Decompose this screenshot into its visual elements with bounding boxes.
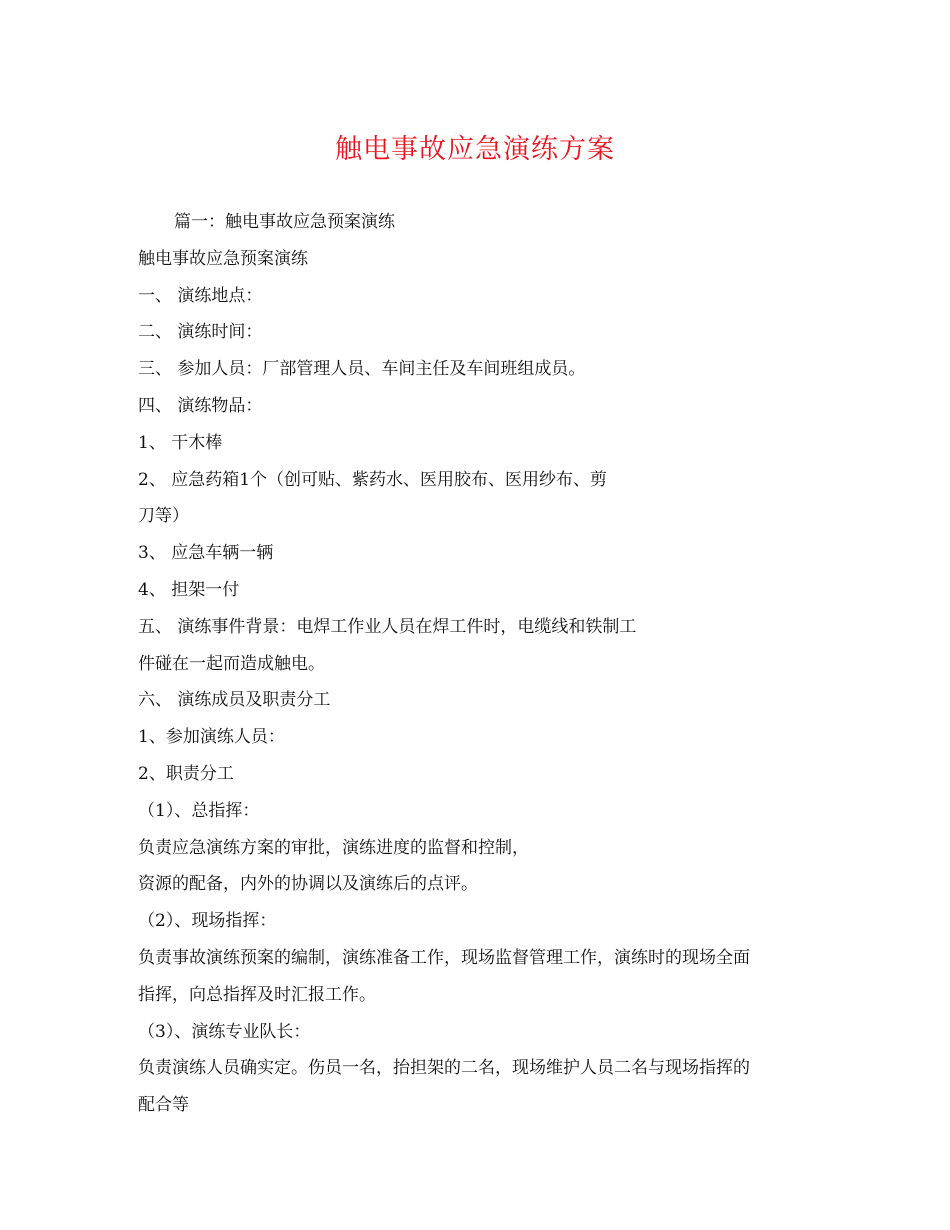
document-body [138,204,828,1124]
text-line: 三、 参加人员：厂部管理人员、车间主任及车间班组成员。 [138,359,586,380]
text-line: 1、参加演练人员： [138,727,285,748]
section-heading: 篇一：触电事故应急预案演练 [174,212,395,232]
text-line: 负责应急演练方案的审批，演练进度的监督和控制， [138,837,529,858]
text-line: 件碰在一起而造成触电。 [138,653,325,674]
document-title: 触电事故应急演练方案 [335,134,615,165]
text-line: 六、 演练成员及职责分工 [138,690,331,711]
text-line: 指挥，向总指挥及时汇报工作。 [138,984,376,1005]
text-line: 四、 演练物品： [138,395,263,416]
text-line: 2、职责分工 [138,763,234,784]
text-line: （1）、总指挥： [138,800,260,821]
text-line: 一、 演练地点： [138,285,263,306]
text-line: （3）、演练专业队长： [138,1021,311,1042]
text-line: （2）、现场指挥： [138,911,277,932]
text-line: 五、 演练事件背景：电焊工作业人员在焊工件时，电缆线和铁制工 [138,616,637,637]
subtitle-line: 触电事故应急预案演练 [138,248,308,269]
text-line: 负责事故演练预案的编制，演练准备工作，现场监督管理工作，演练时的现场全面 [138,947,750,968]
text-line: 配合等 [138,1095,189,1116]
text-line: 1、 干木棒 [138,432,223,453]
text-line: 资源的配备，内外的协调以及演练后的点评。 [138,874,478,895]
text-line: 2、 应急药箱1个（创可贴、紫药水、医用胶布、医用纱布、剪 [138,469,608,490]
text-line: 刀等） [138,506,189,527]
text-line: 3、 应急车辆一辆 [138,543,274,564]
text-line: 二、 演练时间： [138,322,263,343]
text-line: 负责演练人员确实定。伤员一名，抬担架的二名，现场维护人员二名与现场指挥的 [138,1058,750,1079]
text-line: 4、 担架一付 [138,579,240,600]
